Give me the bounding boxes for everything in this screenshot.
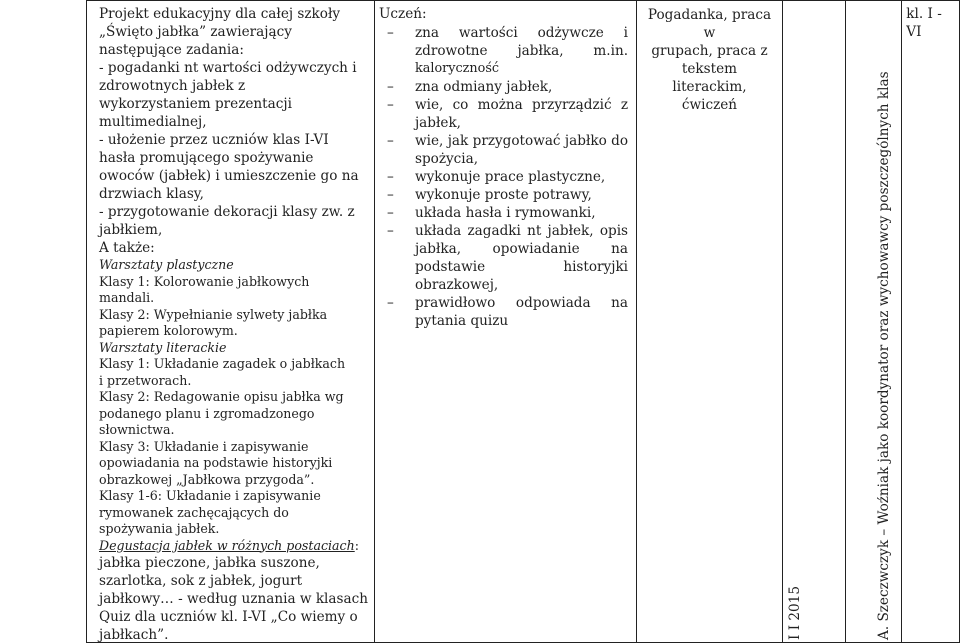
outcomes-list (379, 24, 628, 330)
activity-line: zdrowotnych jabłek z (99, 78, 246, 94)
methods-line: ćwiczeń (681, 97, 738, 113)
activity-line: - pogadanki nt wartości odżywczych i (99, 60, 357, 76)
methods-line: tekstem literackim, (672, 61, 747, 95)
activity-line: - ułożenie przez uczniów klas I-VI (99, 132, 329, 148)
classes-cell (902, 1, 960, 643)
methods-content (637, 1, 782, 642)
classes-content (902, 1, 959, 642)
outcomes-content (375, 1, 636, 642)
methods-line: Pogadanka, praca w (647, 7, 772, 41)
outcome-item-continuation: spożycia, (414, 151, 479, 167)
outcome-item: – zna wartości odżywcze i (379, 24, 628, 42)
outcomes-cell (374, 1, 636, 643)
activity-line: hasła promującego spożywanie (99, 150, 314, 166)
workshop-line: Klasy 2: Wypełnianie sylwety jabłka (99, 306, 328, 322)
workshop-line: Klasy 2: Redagowanie opisu jabłka wg (99, 389, 344, 404)
tasting-line: szarlotka, sok z jabłek, jogurt (99, 573, 303, 589)
workshop-line: słownictwa. (99, 422, 175, 437)
plan-table (86, 0, 960, 643)
outcome-item-continuation: podstawie historyjki (414, 259, 629, 275)
tasting-line: jabłka pieczone, jabłka suszone, (99, 555, 320, 571)
workshop-line: Klasy 1: Kolorowanie jabłkowych (99, 273, 310, 289)
activities-cell (87, 1, 375, 643)
responsible-cell (845, 1, 902, 643)
outcome-item: – prawidłowo odpowiada na (379, 294, 628, 312)
methods-line: grupach, praca z (651, 43, 768, 59)
workshop-line: rymowanek zachęcających do (99, 504, 289, 520)
outcome-item: – zna odmiany jabłek, (379, 78, 628, 96)
tasting-line: Quiz dla uczniów kl. I-VI „Co wiemy o (99, 609, 358, 625)
activity-line: multimedialnej, (99, 114, 207, 130)
outcome-item: – wie, jak przygotować jabłko do (379, 132, 628, 150)
date-content (783, 1, 845, 642)
workshop-line: Klasy 1: Układanie zagadek o jabłkach (99, 356, 346, 371)
tasting-title: Degustacja jabłek w różnych postaciach (99, 537, 355, 553)
activity-line: „Święto jabłka” zawierający (99, 24, 292, 40)
activity-line: - przygotowanie dekoracji klasy zw. z (99, 204, 355, 220)
activity-line: Projekt edukacyjny dla całej szkoły (99, 6, 341, 22)
outcome-item-continuation: kaloryczność (414, 61, 500, 76)
outcome-item-continuation: jabłek, (414, 115, 462, 131)
date-text: I I 2015 (786, 586, 803, 640)
workshop-line: obrazkowej „Jabłkowa przygoda”. (99, 471, 315, 487)
activity-line: wykorzystaniem prezentacji (99, 96, 292, 112)
workshop-line: Klasy 3: Układanie i zapisywanie (99, 438, 309, 454)
activity-line: następujące zadania: (99, 42, 244, 58)
outcome-item-continuation: obrazkowej, (414, 277, 499, 293)
tasting-line: jabłkach”. (99, 627, 169, 642)
workshop-line: podanego planu i zgromadzonego (99, 405, 315, 421)
outcome-item-continuation: zdrowotne jabłka, m.in. (414, 43, 629, 59)
classes-line: VI (906, 24, 922, 40)
workshop-line: mandali. (99, 290, 155, 305)
workshops-lit-title: Warsztaty literackie (99, 339, 227, 355)
outcome-item: – wie, co można przyrządzić z (379, 96, 628, 114)
tasting-list (99, 554, 368, 642)
activity-line: owoców (jabłek) i umieszczenie go na (99, 168, 359, 184)
workshops-art-list (99, 274, 368, 340)
outcome-item-continuation: pytania quizu (414, 313, 509, 329)
workshops-lit-list (99, 356, 368, 538)
outcomes-header: Uczeń: (378, 6, 427, 22)
outcome-item-continuation: jabłka, opowiadanie na (414, 241, 629, 257)
tasting-line: jabłkowy… - według uznania w klasach (99, 591, 368, 607)
workshop-line: Klasy 1-6: Układanie i zapisywanie (99, 488, 321, 503)
tasting-title-colon: : (354, 537, 359, 553)
responsible-text: A. Szeczwczyk – Woźniak jako koordynator oraz wychowawcy poszczególnych klas (875, 71, 892, 640)
workshops-art-title: Warsztaty plastyczne (99, 257, 234, 272)
date-cell (782, 1, 845, 643)
outcome-item: – wykonuje prace plastyczne, (379, 168, 628, 186)
activity-line: drzwiach klasy, (99, 186, 204, 202)
workshop-line: spożywania jabłek. (99, 521, 220, 536)
activities-intro (99, 5, 368, 257)
outcome-item: – układa zagadki nt jabłek, opis (379, 222, 628, 240)
activity-line: A także: (99, 240, 155, 256)
activities-content (87, 1, 374, 642)
outcome-item: – układa hasła i rymowanki, (379, 204, 628, 222)
outcome-item: – wykonuje proste potrawy, (379, 186, 628, 204)
responsible-content (846, 1, 902, 642)
methods-cell (637, 1, 783, 643)
tasting-title-line (99, 538, 368, 555)
workshop-line: papierem kolorowym. (99, 323, 238, 338)
table-row (87, 1, 960, 643)
classes-line: kl. I - (906, 6, 942, 22)
workshop-line: opowiadania na podstawie historyjki (99, 455, 333, 470)
workshop-line: i przetworach. (99, 372, 192, 388)
activity-line: jabłkiem, (99, 222, 163, 238)
